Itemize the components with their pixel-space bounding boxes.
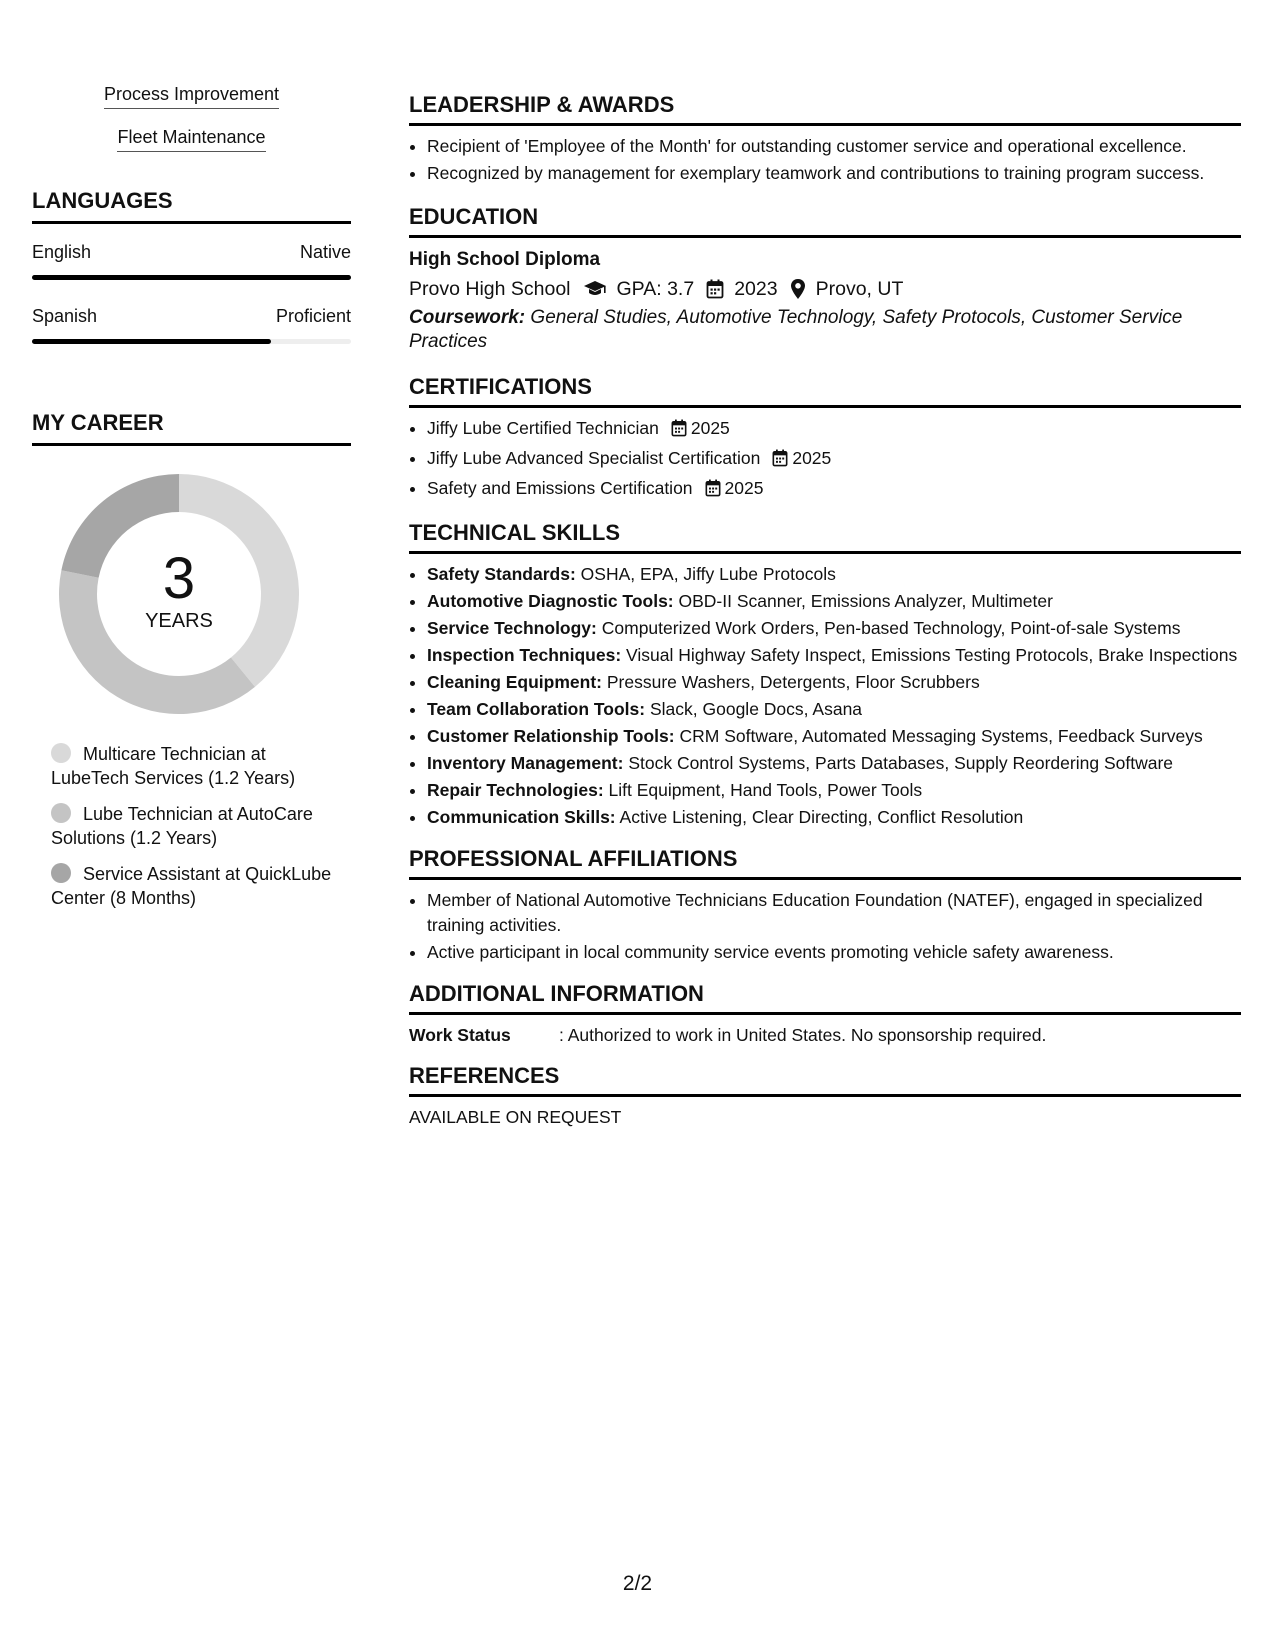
- legend-swatch: [51, 863, 71, 883]
- skill-text: Computerized Work Orders, Pen-based Technology, Point-of-sale Systems: [601, 618, 1181, 638]
- references-text: AVAILABLE ON REQUEST: [409, 1107, 622, 1127]
- left-column: [32, 84, 351, 922]
- list-item: • Active participant in local community service events promoting vehicle safety awareness.: [427, 940, 1241, 965]
- skill-text: OSHA, EPA, Jiffy Lube Protocols: [580, 564, 836, 584]
- certifications-list: [409, 416, 1241, 504]
- skill-item: [427, 670, 1241, 695]
- education-year: 2023: [734, 278, 778, 300]
- calendar-icon: [706, 279, 724, 299]
- work-status-row: [409, 1023, 1241, 1047]
- legend-label: Service Assistant at QuickLube Center (8 Months): [51, 864, 332, 908]
- language-bar-fill: [32, 275, 351, 280]
- coursework-text: General Studies, Automotive Technology, Safety Protocols, Customer Service Practices: [409, 307, 1183, 352]
- affiliations-section: [409, 846, 1241, 965]
- skill-text: Visual Highway Safety Inspect, Emissions Testing Protocols, Brake Inspections: [626, 645, 1238, 665]
- career-section: [32, 410, 351, 910]
- section-heading: PROFESSIONAL AFFILIATIONS: [409, 846, 1241, 880]
- skill-item: [427, 751, 1241, 776]
- language-level: Proficient: [275, 306, 351, 326]
- languages-section: [32, 188, 351, 344]
- career-legend-item: [51, 742, 341, 790]
- certification-year: 2025: [690, 418, 730, 438]
- career-heading: MY CAREER: [32, 410, 351, 446]
- certification-item: [427, 476, 1241, 504]
- language-bar: [32, 339, 351, 344]
- skill-text: Slack, Google Docs, Asana: [649, 699, 863, 719]
- right-column: [409, 92, 1241, 1141]
- skill-label: Inspection Techniques:: [427, 645, 622, 665]
- certification-name: Safety and Emissions Certification: [427, 478, 693, 498]
- calendar-icon: [705, 479, 721, 504]
- education-meta: [409, 274, 1241, 304]
- work-status-value: : Authorized to work in United States. No sponsorship required.: [559, 1025, 1047, 1045]
- skill-item: [427, 697, 1241, 722]
- skill-label: Safety Standards:: [427, 564, 576, 584]
- education-section: [409, 204, 1241, 354]
- skill-label: Service Technology:: [427, 618, 597, 638]
- language-name: Spanish: [32, 306, 98, 326]
- section-heading: EDUCATION: [409, 204, 1241, 238]
- language-bar: [32, 275, 351, 280]
- skill-text: Pressure Washers, Detergents, Floor Scrubbers: [606, 672, 980, 692]
- career-legend-item: [51, 862, 341, 910]
- legend-label: Lube Technician at AutoCare Solutions (1.2 Years): [51, 804, 313, 848]
- skill-item: [427, 562, 1241, 587]
- education-school: Provo High School: [409, 278, 571, 300]
- certifications-section: [409, 374, 1241, 504]
- education-location: Provo, UT: [815, 278, 904, 300]
- skill-item: [427, 805, 1241, 830]
- graduation-cap-icon: [583, 280, 607, 298]
- skill-label: Customer Relationship Tools:: [427, 726, 675, 746]
- skill-item: [427, 778, 1241, 803]
- section-heading: REFERENCES: [409, 1063, 1241, 1097]
- location-pin-icon: [790, 278, 806, 300]
- leadership-section: [409, 92, 1241, 186]
- languages-heading: LANGUAGES: [32, 188, 351, 224]
- language-bar-fill: [32, 339, 271, 344]
- career-donut-chart: [59, 474, 299, 714]
- technical-skills-section: [409, 520, 1241, 830]
- references-section: [409, 1063, 1241, 1129]
- calendar-icon: [772, 449, 788, 474]
- affiliations-list: [409, 888, 1241, 965]
- section-heading: LEADERSHIP & AWARDS: [409, 92, 1241, 126]
- coursework-label: Coursework:: [409, 307, 526, 328]
- skill-item: [427, 643, 1241, 668]
- additional-info-section: [409, 981, 1241, 1047]
- certification-name: Jiffy Lube Certified Technician: [427, 418, 659, 438]
- career-legend: [51, 742, 351, 910]
- skill-label: Inventory Management:: [427, 753, 624, 773]
- legend-swatch: [51, 743, 71, 763]
- skill-label: Communication Skills:: [427, 807, 616, 827]
- list-item: • Member of National Automotive Technicians Education Foundation (NATEF), engaged in specialized training activities.: [427, 888, 1241, 938]
- skill-tag: Fleet Maintenance: [32, 127, 351, 152]
- education-coursework: [409, 306, 1241, 354]
- language-item: [32, 306, 351, 344]
- skill-item: [427, 589, 1241, 614]
- technical-skills-list: [409, 562, 1241, 830]
- skills-tags: [32, 84, 351, 152]
- career-total-unit: YEARS: [145, 610, 213, 632]
- career-total-number: 3: [162, 546, 196, 611]
- skill-item: [427, 724, 1241, 749]
- skill-text: Active Listening, Clear Directing, Conflict Resolution: [619, 807, 1024, 827]
- education-degree: High School Diploma: [409, 249, 601, 270]
- legend-label: Multicare Technician at LubeTech Services (1.2 Years): [51, 744, 296, 788]
- section-heading: CERTIFICATIONS: [409, 374, 1241, 408]
- list-item: • Recipient of 'Employee of the Month' for outstanding customer service and operational excellence.: [427, 134, 1241, 159]
- certification-year: 2025: [724, 478, 764, 498]
- skill-label: Automotive Diagnostic Tools:: [427, 591, 674, 611]
- calendar-icon: [671, 419, 687, 444]
- legend-swatch: [51, 803, 71, 823]
- education-gpa: GPA: 3.7: [616, 278, 695, 300]
- skill-text: Stock Control Systems, Parts Databases, Supply Reordering Software: [628, 753, 1173, 773]
- skill-label: Cleaning Equipment:: [427, 672, 602, 692]
- skill-text: Lift Equipment, Hand Tools, Power Tools: [608, 780, 923, 800]
- work-status-label: Work Status: [409, 1025, 511, 1045]
- skill-tag: Process Improvement: [32, 84, 351, 109]
- language-item: [32, 242, 351, 280]
- skill-text: OBD-II Scanner, Emissions Analyzer, Multimeter: [678, 591, 1053, 611]
- certification-name: Jiffy Lube Advanced Specialist Certification: [427, 448, 761, 468]
- page-number: 2/2: [622, 1572, 653, 1595]
- certification-item: [427, 416, 1241, 444]
- section-heading: TECHNICAL SKILLS: [409, 520, 1241, 554]
- skill-label: Repair Technologies:: [427, 780, 604, 800]
- certification-year: 2025: [792, 448, 832, 468]
- section-heading: ADDITIONAL INFORMATION: [409, 981, 1241, 1015]
- language-level: Native: [299, 242, 351, 262]
- language-name: English: [32, 242, 92, 262]
- list-item: • Recognized by management for exemplary teamwork and contributions to training program success.: [427, 161, 1241, 186]
- skill-label: Team Collaboration Tools:: [427, 699, 646, 719]
- certification-item: [427, 446, 1241, 474]
- career-legend-item: [51, 802, 341, 850]
- skill-item: [427, 616, 1241, 641]
- leadership-list: [409, 134, 1241, 186]
- skill-text: CRM Software, Automated Messaging Systems, Feedback Surveys: [679, 726, 1203, 746]
